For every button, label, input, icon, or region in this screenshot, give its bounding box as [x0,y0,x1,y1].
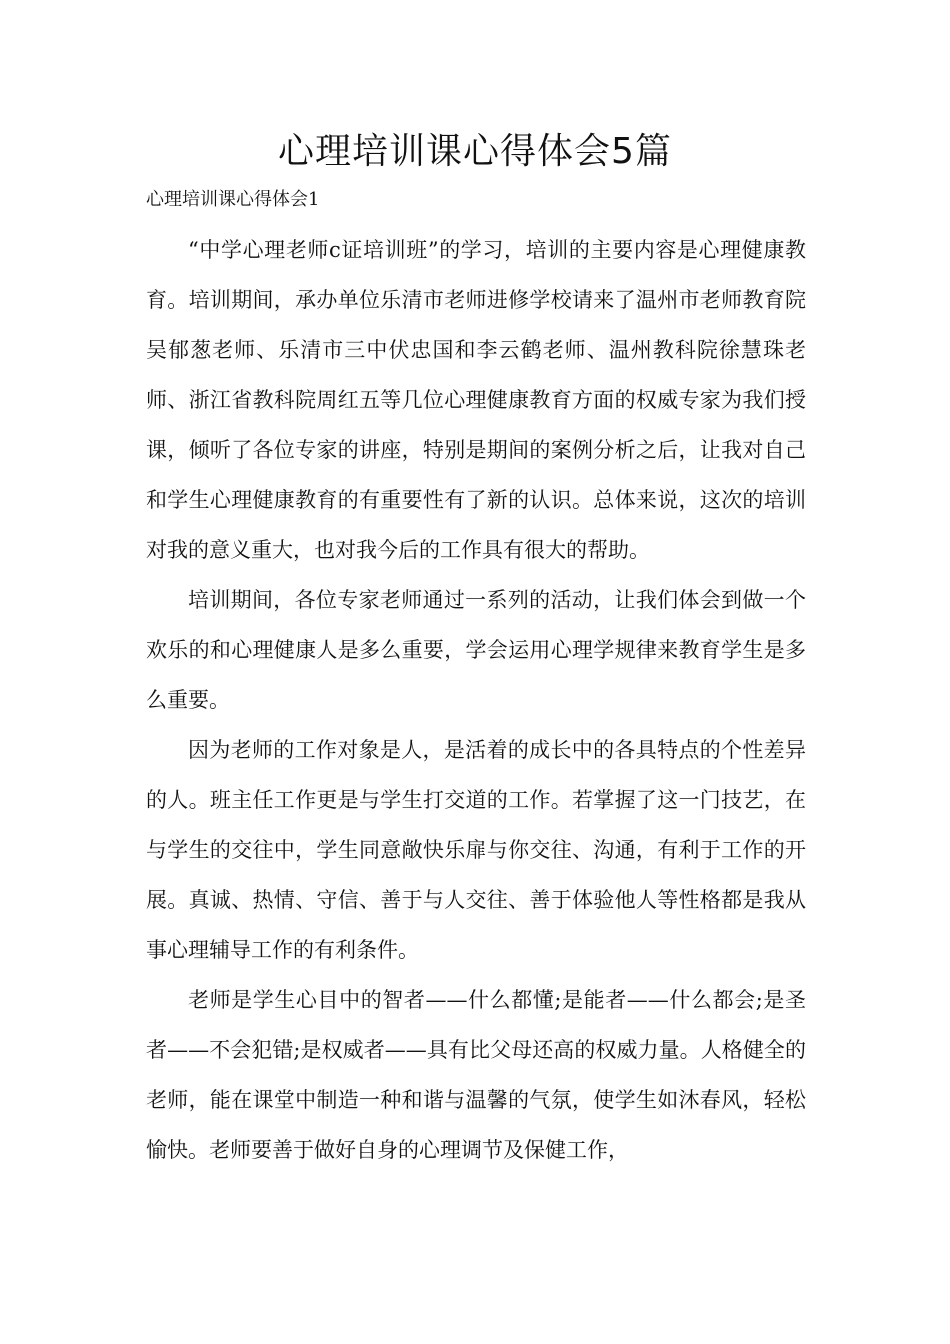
document-body [146,225,806,1175]
section-heading: 心理培训课心得体会1 [146,189,320,210]
paragraph: 因为老师的工作对象是人，是活着的成长中的各具特点的个性差异的人。班主任工作更是与学生打交道的工作。若掌握了这一门技艺，在与学生的交往中，学生同意敞快乐扉与你交往、沟通，有利于工作的开展。真诚、热情、守信、善于与人交往、善于体验他人等性格都是我从事心理辅导工作的有利条件。 [146,738,806,962]
paragraph: 老师是学生心目中的智者——什么都懂;是能者——什么都会;是圣者——不会犯错;是权威者——具有比父母还高的权威力量。人格健全的老师，能在课堂中制造一种和谐与温馨的气氛，使学生如沐春风，轻松愉快。老师要善于做好自身的心理调节及保健工作， [146,988,806,1162]
paragraph: “中学心理老师c证培训班”的学习，培训的主要内容是心理健康教育。培训期间，承办单位乐清市老师进修学校请来了温州市老师教育院吴郁葱老师、乐清市三中伏忠国和李云鹤老师、温州教科院徐慧珠老师、浙江省教科院周红五等几位心理健康教育方面的权威专家为我们授课，倾听了各位专家的讲座，特别是期间的案例分析之后，让我对自己和学生心理健康教育的有重要性有了新的认识。总体来说，这次的培训对我的意义重大，也对我今后的工作具有很大的帮助。 [146,238,806,562]
paragraph: 培训期间，各位专家老师通过一系列的活动，让我们体会到做一个欢乐的和心理健康人是多么重要，学会运用心理学规律来教育学生是多么重要。 [146,588,806,712]
document-title: 心理培训课心得体会5篇 [278,131,672,172]
